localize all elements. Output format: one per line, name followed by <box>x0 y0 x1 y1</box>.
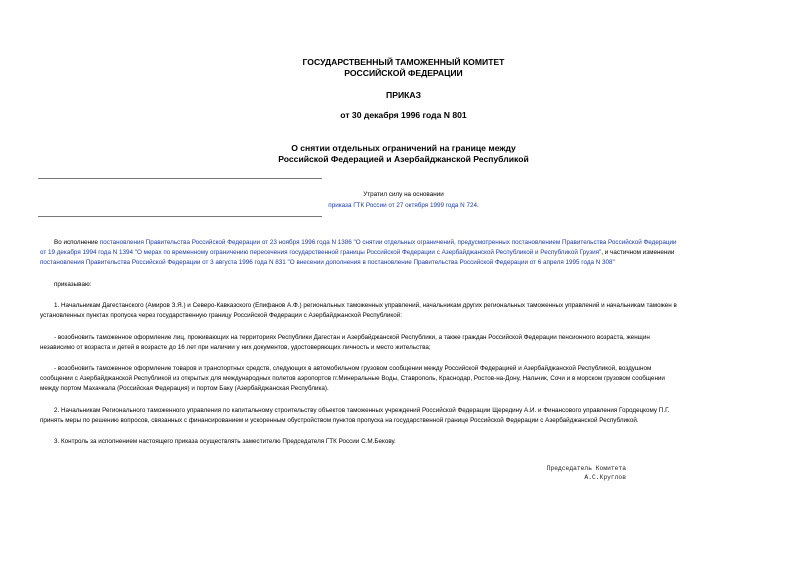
preamble-line-2 <box>40 248 770 258</box>
status-note-suffix: . <box>476 202 479 209</box>
bullet-1-line-2: независимо от возраста и детей в возрасте до 16 лет при наличии у них документов, удостоверяющих личность и место жительства; <box>40 344 431 351</box>
document-date-number: от 30 декабря 1996 года N 801 <box>340 110 467 120</box>
item-2-line-2: принять меры по решению вопросов, связанных с финансированием и ускоренным обустройством пунктов пропуска на государственной границе Российской Федерации с Азербайджанской Республикой. <box>40 417 639 424</box>
repeal-order-link[interactable]: приказа ГТК России от 27 октября 1999 года N 724 <box>328 202 477 209</box>
divider-bottom <box>38 216 322 217</box>
document-issuer <box>0 57 807 79</box>
bullet-2-line-1: - возобновить таможенное оформление товаров и транспортных средств, следующих в автомобильном грузовом сообщении между Российской Федерацией и Азербайджанской Республикой, воздушном <box>54 365 652 372</box>
document-type: ПРИКАЗ <box>386 90 421 100</box>
item-1-line-1: 1. Начальникам Дагестанского (Амиров З.Я.) и Северо-Кавказского (Епифанов А.Ф.) региональных таможенных управлений, начальникам других региональных таможенных управлений и начальникам таможен в <box>54 302 677 309</box>
order-word: приказываю: <box>54 281 92 288</box>
document-subject <box>0 143 807 165</box>
subject-line-1: О снятии отдельных ограничений на границе между <box>291 143 516 153</box>
signature-block <box>536 464 626 482</box>
resolution-831-link[interactable]: постановления Правительства Российской Федерации от 3 августа 1996 года N 831 "О внесении дополнения в постановление Правительства Российской Федерации от 6 апреля 1995 года N 308" <box>40 259 615 266</box>
preamble-line-3 <box>40 258 770 268</box>
item-1-line-2: установленных пунктах пропуска через государственную границу Российской Федерации с Азербайджанской Республикой: <box>40 312 402 319</box>
issuer-line-2: РОССИЙСКОЙ ФЕДЕРАЦИИ <box>344 68 463 78</box>
item-3-line-1: 3. Контроль за исполнением настоящего приказа осуществлять заместителю Председателя ГТК России С.М.Бекову. <box>54 438 396 445</box>
bullet-1-line-1: - возобновить таможенное оформление лиц, проживающих на территориях Республики Дагестан и Азербайджанской Республики, а также граждан Российской Федерации пенсионного возраста, женщин <box>54 334 650 341</box>
divider-top <box>38 178 322 179</box>
preamble-prefix: Во исполнение <box>54 239 100 246</box>
signatory-title: Председатель Комитета <box>546 465 626 472</box>
bullet-2-line-3: между портом Махачкала (Российская Федерация) и портом Баку (Азербайджанская Республика). <box>40 385 329 392</box>
bullet-2-line-2: сообщении с Азербайджанской Республикой из открытых для международных полетов аэропортов гг.Минеральные Воды, Ставрополь, Краснодар, Ростов-на-Дону, Нальчик, Сочи и в морском грузовом сообщении <box>40 375 665 382</box>
preamble-line-1 <box>40 238 784 248</box>
status-note-link-row <box>0 201 807 211</box>
resolution-1386-link[interactable]: постановления Правительства Российской Федерации от 23 ноября 1996 года N 1386 "О снятии отдельных ограничений, предусмотренных постановлением Правительства Российской Федерации <box>99 239 677 246</box>
status-note-text: Утратил силу на основании <box>363 191 444 198</box>
signatory-name: А.С.Круглов <box>584 474 626 481</box>
subject-line-2: Российской Федерацией и Азербайджанской Республикой <box>278 154 529 164</box>
preamble-suffix: , и частичном изменении <box>601 249 675 256</box>
resolution-1394-link[interactable]: от 19 декабря 1994 года N 1394 "О мерах по временному ограничению пересечения государственной границы Российской Федерации с Азербайджанской Республикой и Республикой Грузия" <box>40 249 602 256</box>
item-2-line-1: 2. Начальникам Регионального таможенного управления по капитальному строительству объектов таможенных учреждений Российской Федерации Щередину А.И. и Финансового управления Городецкому П.Г. <box>54 407 670 414</box>
issuer-line-1: ГОСУДАРСТВЕННЫЙ ТАМОЖЕННЫЙ КОМИТЕТ <box>302 57 505 67</box>
